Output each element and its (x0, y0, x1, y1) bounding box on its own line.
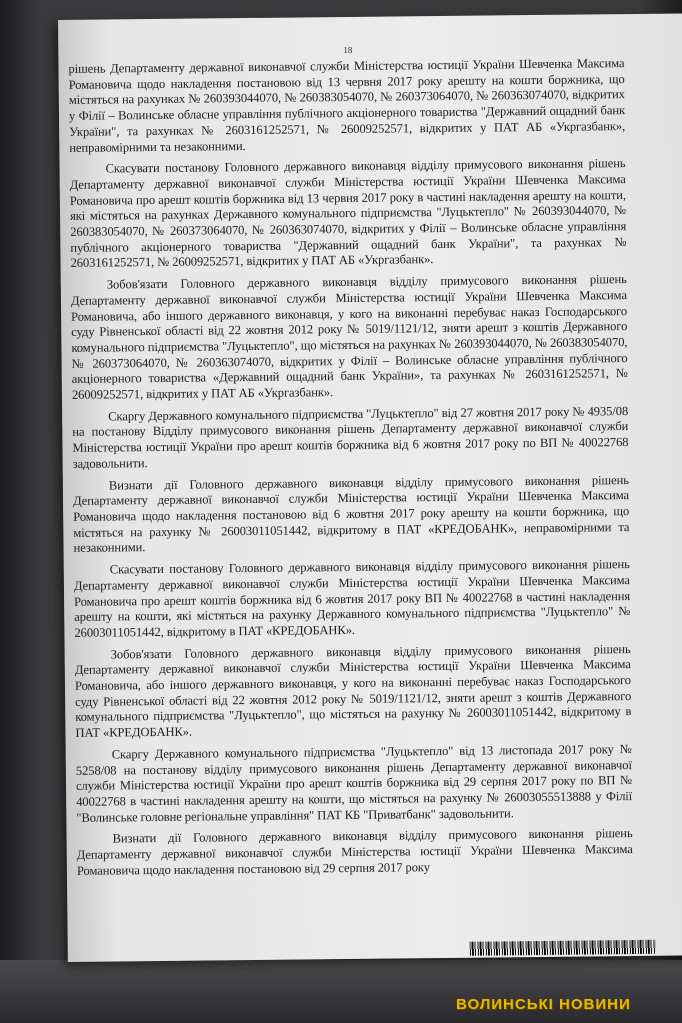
watermark-logo: ВОЛИНСЬКІ НОВИНИ (456, 996, 631, 1013)
paragraph-7: Зобов'язати Головного державного виконавця відділу примусового виконання рішень Департаменту державної виконавчої служби Міністерства юстиції України Шевченка Максима Романовича, або іншого державного виконавця, у кого на виконанні перебуває наказ Господарського суду Рівненської області від 22 жовтня 2012 року № 5019/1121/12, зняти арешт з коштів Державного комунального підприємства "Луцьктепло", що містяться на рахунку № 26003011051442, відкритому в ПАТ «КРЕДОБАНК». (74, 641, 632, 740)
document-page (58, 13, 682, 961)
paragraph-3: Зобов'язати Головного державного виконавця відділу примусового виконання рішень Департаменту державної виконавчої служби Міністерства юстиції України Шевченка Максима Романовича, або іншого державного виконавця, у кого на виконанні перебуває наказ Господарського суду Рівненської області від 22 жовтня 2012 року № 5019/1121/12, зняти арешт з коштів Державного комунального підприємства "Луцьктепло", що містяться на рахунках № 260393044070, № 260383054070, № 260373064070, № 260363074070, відкритих у Філії – Волинське обласне управління публічного акціонерного товариства «Державний ощадний банк України», та рахунках № 2603161252571, № 26009252571, відкритих у ПАТ АБ «Укргазбанк». (70, 272, 628, 402)
table-surface (0, 960, 682, 1023)
paragraph-4: Скаргу Державного комунального підприємства "Луцьктепло" від 27 жовтня 2017 року № 4935/08 на постанову Відділу примусового виконання рішень Департаменту державної виконавчої служби Міністерства юстиції України про арешт коштів боржника від 6 жовтня 2017 року по ВП № 40022768 задовольнити. (72, 403, 629, 471)
barcode (470, 940, 656, 956)
paragraph-6: Скасувати постанову Головного державного виконавця відділу примусового виконання рішень Департаменту державної виконавчої служби Міністерства юстиції України Шевченка Максима Романовича про арешт коштів боржника від 6 жовтня 2017 року ВП № 40022768 в частині накладення арешту на кошти, які містяться на рахунку Державного комунального підприємства "Луцьктепло" № 26003011051442, відкритому в ПАТ «КРЕДОБАНК». (73, 557, 631, 640)
paragraph-9: Визнати дії Головного державного виконавця відділу примусового виконання рішень Департаменту державної виконавчої служби Міністерства юстиції України Шевченка Максима Романовича щодо накладення постановою від 29 серпня 2017 року (76, 826, 633, 878)
paragraph-1: рішень Департаменту державної виконавчої служби Міністерства юстиції України Шевченка Максима Романовича щодо накладення постановою від 13 червня 2017 року арешту на кошти боржника, що містяться на рахунках № 260393044070, № 260383054070, № 260373064070, № 260363074070, відкритих у Філії – Волинське обласне управління публічного акціонерного товариства "Державний ощадний банк України", та рахунках № 2603161252571, № 26009252571, відкритих у ПАТ АБ «Укргазбанк», неправомірними та незаконними. (68, 56, 626, 155)
page-number: 18 (343, 44, 353, 56)
paragraph-5: Визнати дії Головного державного виконавця відділу примусового виконання рішень Департаменту державної виконавчої служби Міністерства юстиції України Шевченка Максима Романовича щодо накладення постановою від 6 жовтня 2017 року арешту на кошти боржника, що містяться на рахунку № 26003011051442, відкритому в ПАТ «КРЕДОБАНК», неправомірними та незаконними. (72, 472, 630, 556)
document-body (68, 56, 633, 885)
paragraph-2: Скасувати постанову Головного державного виконавця відділу примусового виконання рішень Департаменту державної виконавчої служби Міністерства юстиції України Шевченка Максима Романовича про арешт коштів боржника від 13 червня 2017 року в частині накладення арешту на кошти, які містяться на рахунках Державного комунального підприємства "Луцьктепло" № 260393044070, № 260383054070, № 260373064070, № 260363074070, відкритих у Філії – Волинське обласне управління публічного акціонерного товариства "Державний ощадний банк України", та рахунках № 2603161252571, № 26009252571, відкритих у ПАТ АБ «Укргазбанк». (69, 156, 627, 271)
paragraph-8: Скаргу Державного комунального підприємства "Луцьктепло" від 13 листопада 2017 року № 5258/08 на постанову відділу примусового виконання рішень Департаменту державної виконавчої служби Міністерства юстиції України про арешт коштів боржника від 29 серпня 2017 року по ВП № 40022768 в частині накладення арешту на кошти, що містяться на рахунку № 26003055513888 у Філії "Волинське головне регіональне управління" ПАТ КБ "Приватбанк" задовольнити. (75, 741, 633, 825)
